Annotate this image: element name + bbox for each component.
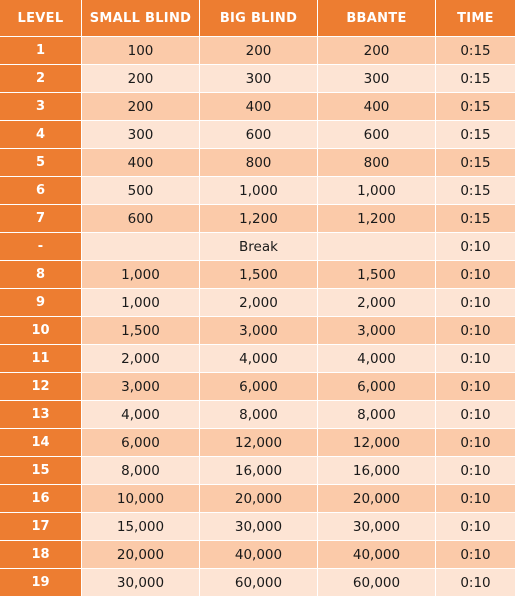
level-cell: 14 <box>0 429 82 457</box>
table-row <box>0 93 516 121</box>
level-cell: 4 <box>0 121 82 149</box>
big-blind-cell: 8,000 <box>200 401 318 429</box>
bbante-cell: 40,000 <box>318 541 436 569</box>
bbante-cell: 1,000 <box>318 177 436 205</box>
bbante-cell: 16,000 <box>318 457 436 485</box>
level-cell: 9 <box>0 289 82 317</box>
small-blind-cell: 2,000 <box>82 345 200 373</box>
header-bbante: BBANTE <box>318 0 436 37</box>
table-row <box>0 485 516 513</box>
table-row <box>0 177 516 205</box>
table-row <box>0 65 516 93</box>
time-cell: 0:15 <box>436 65 516 93</box>
table-row <box>0 121 516 149</box>
small-blind-cell: 20,000 <box>82 541 200 569</box>
table-body <box>0 37 516 597</box>
bbante-cell: 4,000 <box>318 345 436 373</box>
table-row <box>0 401 516 429</box>
small-blind-cell: 3,000 <box>82 373 200 401</box>
time-cell: 0:10 <box>436 317 516 345</box>
level-cell: 18 <box>0 541 82 569</box>
big-blind-cell: 4,000 <box>200 345 318 373</box>
time-cell: 0:10 <box>436 485 516 513</box>
bbante-cell: 8,000 <box>318 401 436 429</box>
time-cell: 0:10 <box>436 233 516 261</box>
level-cell: 19 <box>0 569 82 597</box>
header-big-blind: BIG BLIND <box>200 0 318 37</box>
small-blind-cell: 1,500 <box>82 317 200 345</box>
small-blind-cell: 1,000 <box>82 289 200 317</box>
time-cell: 0:15 <box>436 93 516 121</box>
small-blind-cell: 300 <box>82 121 200 149</box>
time-cell: 0:10 <box>436 289 516 317</box>
small-blind-cell: 8,000 <box>82 457 200 485</box>
bbante-cell: 60,000 <box>318 569 436 597</box>
bbante-cell: 12,000 <box>318 429 436 457</box>
table-row <box>0 345 516 373</box>
bbante-cell: 3,000 <box>318 317 436 345</box>
time-cell: 0:15 <box>436 37 516 65</box>
big-blind-cell: 3,000 <box>200 317 318 345</box>
table-row <box>0 149 516 177</box>
time-cell: 0:10 <box>436 373 516 401</box>
bbante-cell: 200 <box>318 37 436 65</box>
table-row <box>0 317 516 345</box>
small-blind-cell: 6,000 <box>82 429 200 457</box>
table-row <box>0 541 516 569</box>
level-cell: 8 <box>0 261 82 289</box>
big-blind-cell: 40,000 <box>200 541 318 569</box>
time-cell: 0:10 <box>436 541 516 569</box>
header-time: TIME <box>436 0 516 37</box>
bbante-cell: 600 <box>318 121 436 149</box>
small-blind-cell: 10,000 <box>82 485 200 513</box>
bbante-cell: 30,000 <box>318 513 436 541</box>
table-row <box>0 429 516 457</box>
big-blind-cell: 16,000 <box>200 457 318 485</box>
time-cell: 0:10 <box>436 457 516 485</box>
small-blind-cell: 200 <box>82 93 200 121</box>
table-row <box>0 233 516 261</box>
time-cell: 0:15 <box>436 177 516 205</box>
big-blind-cell: 200 <box>200 37 318 65</box>
small-blind-cell: 400 <box>82 149 200 177</box>
header-small-blind: SMALL BLIND <box>82 0 200 37</box>
table-row <box>0 261 516 289</box>
level-cell: 12 <box>0 373 82 401</box>
small-blind-cell: 1,000 <box>82 261 200 289</box>
time-cell: 0:10 <box>436 429 516 457</box>
time-cell: 0:10 <box>436 569 516 597</box>
level-cell: 11 <box>0 345 82 373</box>
time-cell: 0:15 <box>436 121 516 149</box>
small-blind-cell: 100 <box>82 37 200 65</box>
big-blind-cell: 1,500 <box>200 261 318 289</box>
header-level: LEVEL <box>0 0 82 37</box>
level-cell: 16 <box>0 485 82 513</box>
small-blind-cell: 600 <box>82 205 200 233</box>
bbante-cell: 2,000 <box>318 289 436 317</box>
small-blind-cell: 500 <box>82 177 200 205</box>
big-blind-cell: 1,000 <box>200 177 318 205</box>
level-cell: 17 <box>0 513 82 541</box>
big-blind-cell: 1,200 <box>200 205 318 233</box>
big-blind-cell: 2,000 <box>200 289 318 317</box>
time-cell: 0:10 <box>436 261 516 289</box>
big-blind-cell: 300 <box>200 65 318 93</box>
level-cell: 1 <box>0 37 82 65</box>
bbante-cell: 800 <box>318 149 436 177</box>
level-cell: 2 <box>0 65 82 93</box>
level-cell: 5 <box>0 149 82 177</box>
bbante-cell: 1,500 <box>318 261 436 289</box>
bbante-cell <box>318 233 436 261</box>
table-row <box>0 457 516 485</box>
bbante-cell: 300 <box>318 65 436 93</box>
time-cell: 0:15 <box>436 205 516 233</box>
big-blind-cell: 30,000 <box>200 513 318 541</box>
time-cell: 0:10 <box>436 345 516 373</box>
small-blind-cell: 15,000 <box>82 513 200 541</box>
table-row <box>0 205 516 233</box>
level-cell: - <box>0 233 82 261</box>
big-blind-cell: Break <box>200 233 318 261</box>
table-row <box>0 37 516 65</box>
bbante-cell: 400 <box>318 93 436 121</box>
table-row <box>0 373 516 401</box>
level-cell: 15 <box>0 457 82 485</box>
bbante-cell: 20,000 <box>318 485 436 513</box>
time-cell: 0:10 <box>436 401 516 429</box>
small-blind-cell: 30,000 <box>82 569 200 597</box>
header-row <box>0 0 516 37</box>
table-row <box>0 289 516 317</box>
time-cell: 0:10 <box>436 513 516 541</box>
bbante-cell: 6,000 <box>318 373 436 401</box>
bbante-cell: 1,200 <box>318 205 436 233</box>
big-blind-cell: 6,000 <box>200 373 318 401</box>
big-blind-cell: 12,000 <box>200 429 318 457</box>
small-blind-cell: 200 <box>82 65 200 93</box>
small-blind-cell: 4,000 <box>82 401 200 429</box>
time-cell: 0:15 <box>436 149 516 177</box>
big-blind-cell: 20,000 <box>200 485 318 513</box>
big-blind-cell: 800 <box>200 149 318 177</box>
level-cell: 7 <box>0 205 82 233</box>
level-cell: 10 <box>0 317 82 345</box>
level-cell: 3 <box>0 93 82 121</box>
big-blind-cell: 400 <box>200 93 318 121</box>
table-row <box>0 569 516 597</box>
big-blind-cell: 60,000 <box>200 569 318 597</box>
big-blind-cell: 600 <box>200 121 318 149</box>
table-row <box>0 513 516 541</box>
small-blind-cell <box>82 233 200 261</box>
level-cell: 6 <box>0 177 82 205</box>
level-cell: 13 <box>0 401 82 429</box>
